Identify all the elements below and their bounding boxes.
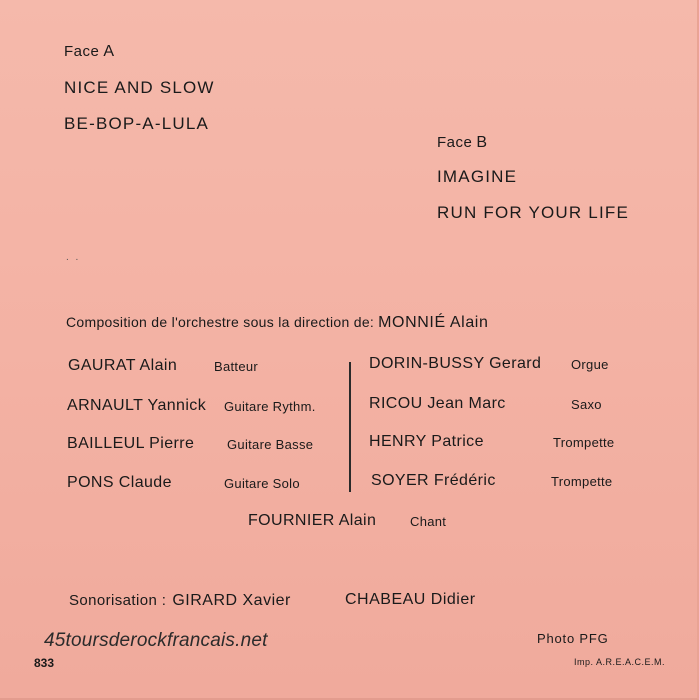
side-b-label-text: Face bbox=[437, 134, 473, 151]
side-b-label bbox=[437, 134, 488, 152]
musician-role: Guitare Rythm. bbox=[224, 399, 316, 414]
musician-name: PONS Claude bbox=[67, 474, 172, 491]
musician-name: SOYER Frédéric bbox=[371, 472, 496, 489]
lineup-header-text: Composition de l'orchestre sous la direction de: bbox=[66, 314, 375, 330]
musician-name: GAURAT Alain bbox=[68, 357, 178, 374]
director-name: MONNIÉ Alain bbox=[378, 314, 489, 331]
catalog-number: 833 bbox=[34, 656, 55, 670]
sound-engineer-2-wrap bbox=[345, 591, 476, 609]
printer-credit: Imp. A.R.E.A.C.E.M. bbox=[574, 657, 666, 667]
musician-role: Trompette bbox=[553, 435, 615, 450]
musician-role: Guitare Basse bbox=[227, 437, 314, 452]
vocalist-name: FOURNIER Alain bbox=[248, 512, 377, 529]
side-b-track-1: IMAGINE bbox=[437, 167, 518, 186]
stray-marks: . . bbox=[66, 252, 81, 263]
photo-credit: Photo PFG bbox=[537, 631, 609, 646]
side-a-track-1: NICE AND SLOW bbox=[64, 78, 215, 97]
side-a-label bbox=[64, 43, 115, 61]
vocalist-role: Chant bbox=[410, 514, 447, 529]
musician-role: Guitare Solo bbox=[224, 476, 300, 491]
sound-engineer-1: GIRARD Xavier bbox=[172, 592, 291, 609]
musician-role: Batteur bbox=[214, 359, 259, 374]
side-a-label-text: Face bbox=[64, 43, 100, 60]
musician-name: HENRY Patrice bbox=[369, 433, 484, 450]
musician-role: Saxo bbox=[571, 397, 602, 412]
column-divider bbox=[349, 362, 351, 492]
sound-credits bbox=[69, 592, 291, 610]
musician-name: RICOU Jean Marc bbox=[369, 395, 506, 412]
musician-name: DORIN-BUSSY Gerard bbox=[369, 355, 542, 372]
lineup-header bbox=[66, 314, 488, 332]
side-b-track-2: RUN FOR YOUR LIFE bbox=[437, 203, 629, 222]
sound-engineer-2: CHABEAU Didier bbox=[345, 591, 476, 608]
side-a-track-2: BE-BOP-A-LULA bbox=[64, 114, 210, 133]
side-a-letter: A bbox=[103, 43, 115, 60]
watermark: 45toursderockfrancais.net bbox=[44, 630, 268, 651]
side-b-letter: B bbox=[476, 134, 488, 151]
musician-name: BAILLEUL Pierre bbox=[67, 435, 195, 452]
sound-label: Sonorisation : bbox=[69, 592, 167, 609]
musician-role: Orgue bbox=[571, 357, 609, 372]
musician-name: ARNAULT Yannick bbox=[67, 397, 207, 414]
musician-role: Trompette bbox=[551, 474, 613, 489]
